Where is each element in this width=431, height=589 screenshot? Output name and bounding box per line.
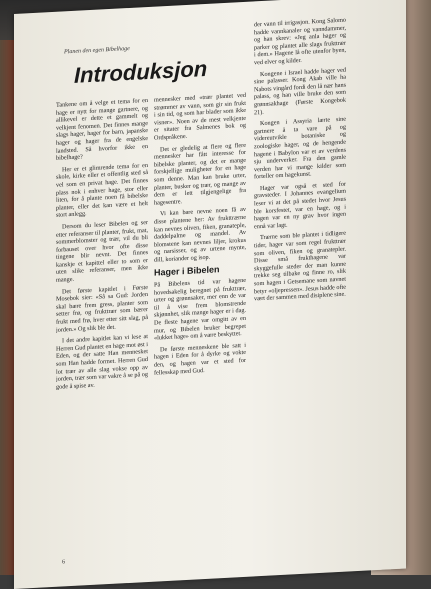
paragraph: Hager var også et sted for gravsteder. I Johannes evangelium leser vi at det på stedet hvor Jesus ble korsfestet, var en hage, og i hagen var en ny grav hvor ingen ennå var lagt. [254, 180, 346, 231]
text-column-3 [254, 17, 346, 502]
paragraph: Trærne som ble plantet i tidligere tider, hager var som regel frukttrær som oliven, fiken og granatepler. Disse små frukthagene var skyggefulle steder der man kunne trekke seg tilbake og finne ro, slik som hagen i Getsemane som navnet betyr «oljepressen». Jesus hadde ofte vært der sammen med disiplene sine. [254, 230, 346, 303]
paragraph: Kongen i Assyria lærte sine gartnere å ta vare på og videreutvikle botaniske og zoologiske hager, og de hengende hagene i Babylon var et av verdens sju underverker. Fra den gamle verden har vi mange kilder som forteller om hagekunst. [254, 115, 346, 181]
page-title: Introduksjon [74, 55, 208, 88]
paragraph: Her er et glimrende tema for en skole, kirke eller et offentlig sted så vel som en privat hage. Det finnes plass nok i enhver hage, stor eller liten, for å plante noen få bibelske planter, eller det kan være et helt stort anlegg. [56, 161, 148, 220]
page-number: 6 [62, 559, 65, 566]
paragraph: På Bibelens tid var hagene hovedsakelig beregnet på frukttrær, urter og grønnsaker, mer enn de var til å vise frem blomstrende skjønnhet, slik mange hager er i dag. De fleste hagene var omgitt av en mur, og Bibelen bruker begrepet «lukket hage» om å være beskyttet. [154, 276, 246, 342]
paragraph: Dersom du leser Bibelen og ser etter referanser til planter, frukt, mat, sommerblomster og trær, vil du bli forbauset over hvor ofte disse tingene blir nevnt. Det finnes kanskje et kapittel eller to som er uten slike referanser, men ikke mange. [56, 218, 148, 284]
text-column-1 [56, 97, 148, 572]
paragraph: mennesker med «trær plantet ved strømmer av vann, som gir sin frukt i sin tid, og som har blader som ikke visner». Noen av de mest velkjente er sitater fra Salmenes bok og Ordspråkene. [154, 91, 246, 142]
paragraph: I det andre kapitlet kan vi lese at Herren Gud plantet en hage mot øst i Eden, og der satte Han mennesket som Han hadde formet. Herren Gud lot trær av alle slag vokse opp av jorden, trær som var vakre å se på og gode å spise av. [56, 333, 148, 391]
paragraph: Kongene i Israel hadde hager ved sine palasser. Kong Akab ville ha Nabots vingård fordi den lå nær hans palass, og han ville bruke den som grønnsakhage (Første Kongebok 21). [254, 66, 346, 116]
paragraph: De første menneskene ble satt i hagen i Eden for å dyrke og vokte den, og hagen var et sted for fellesskap med Gud. [154, 341, 246, 377]
section-header: Planen den egen Bibelhage [64, 45, 130, 56]
paragraph: Tankene om å velge et tema for en hage er nytt for mange gartnere, og allikevel er dette et gammelt og velkjent fenomen. Det finnes mange slags hager, hager for barn, japanske hager og hager fra de engelske landsted. Så hvorfor ikke en bibelhage? [56, 96, 148, 162]
paragraph: der vann til irrigasjon. Kong Salomo hadde vannkanaler og vanndammer, og han skrev: «Jeg anla hager og parker og plantet alle slags frukttrær i dem.» Hagene lå ofte utenfor byen, ved elver og kilder. [254, 16, 346, 67]
book-page [14, 0, 406, 589]
paragraph: Det er gledelig at flere og flere mennesker har fått interesse for bibelske planter, og det er mange forskjellige muligheter for en hage som denne. Man kan bruke urter, planter, busker og trær, og mange av dem er lett tilgjengelige fra hagesentre. [154, 141, 246, 207]
paragraph: Det første kapitlet i Første Mosebok sier: «Så sa Gud: Jorden skal bære frem gress, planter som setter frø, og frukttrær som bærer frukt med frø, hver etter sitt slag, på jorden.» Og slik ble det. [56, 283, 148, 334]
paragraph: Vi kan bare nevne noen få av disse plantene her: Av frukttrærne kan nevnes oliven, fiken, granateple, daddelpalme og mandel. Av blomstene kan nevnes liljer, krokus og narsisser, og av urtene mynte, dill, koriander og isop. [154, 206, 246, 264]
subheading: Hager i Bibelen [154, 264, 220, 279]
text-column-2 [154, 92, 246, 567]
